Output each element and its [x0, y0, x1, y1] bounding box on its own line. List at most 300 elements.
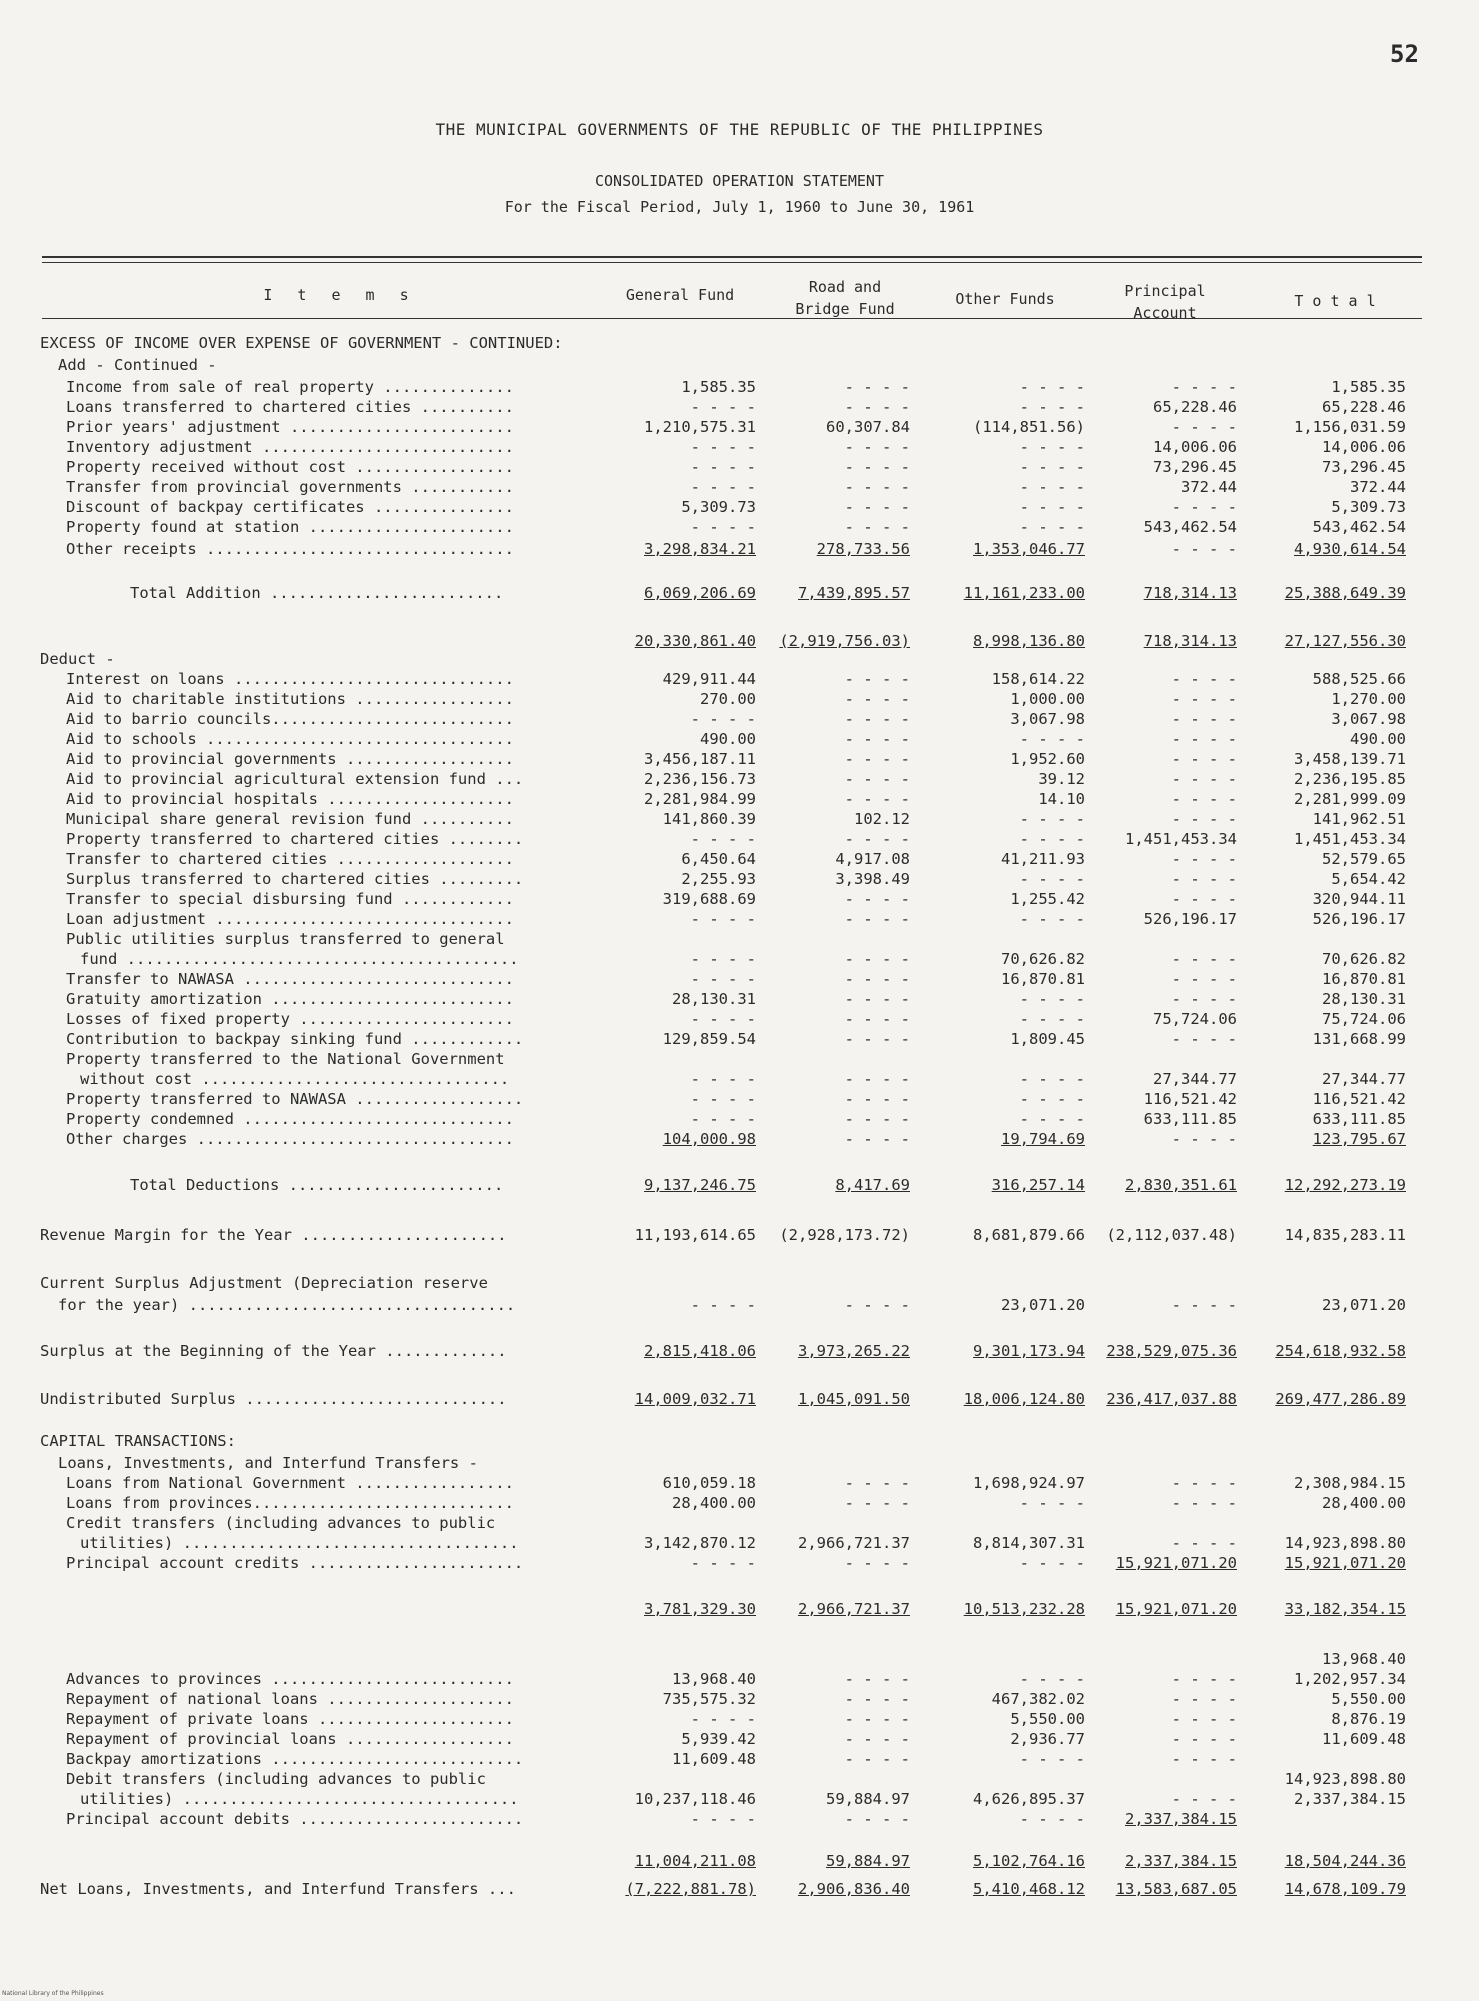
cell-principal-account: - - - - — [1171, 670, 1237, 688]
cell-principal-account: 543,462.54 — [1143, 518, 1237, 536]
row-label: Current Surplus Adjustment (Depreciation reserve — [40, 1274, 488, 1292]
row-label: Deduct - — [40, 650, 115, 668]
cell-principal-account: - - - - — [1171, 990, 1237, 1008]
table-row — [0, 334, 1479, 354]
cell-other-funds: - - - - — [1019, 458, 1085, 476]
cell-total: 65,228.46 — [1322, 398, 1406, 416]
cell-total: 5,550.00 — [1331, 1690, 1406, 1708]
row-label: Undistributed Surplus ............................ — [40, 1390, 507, 1408]
cell-general-fund: 129,859.54 — [662, 1030, 756, 1048]
cell-principal-account: 526,196.17 — [1143, 910, 1237, 928]
row-label: Loans from provinces............................ — [66, 1494, 514, 1512]
cell-road-bridge-fund: - - - - — [844, 790, 910, 808]
cell-general-fund: 319,688.69 — [662, 890, 756, 908]
cell-general-fund: (7,222,881.78) — [625, 1880, 756, 1898]
cell-general-fund: 5,939.42 — [681, 1730, 756, 1748]
cell-other-funds: - - - - — [1019, 830, 1085, 848]
cell-total: 2,236,195.85 — [1294, 770, 1406, 788]
cell-road-bridge-fund: 7,439,895.57 — [798, 584, 910, 602]
table-row — [0, 1176, 1479, 1196]
table-row — [0, 1130, 1479, 1150]
row-label: Transfer to chartered cities ................... — [66, 850, 514, 868]
row-label: Inventory adjustment ........................... — [66, 438, 514, 456]
cell-road-bridge-fund: - - - - — [844, 1750, 910, 1768]
cell-principal-account: - - - - — [1171, 1790, 1237, 1808]
cell-general-fund: - - - - — [690, 478, 756, 496]
table-row — [0, 1600, 1479, 1620]
fiscal-period: For the Fiscal Period, July 1, 1960 to June 30, 1961 — [504, 198, 975, 216]
cell-principal-account: (2,112,037.48) — [1106, 1226, 1237, 1244]
cell-other-funds: - - - - — [1019, 1670, 1085, 1688]
cell-road-bridge-fund: - - - - — [844, 1010, 910, 1028]
cell-principal-account: 15,921,071.20 — [1115, 1554, 1237, 1572]
cell-road-bridge-fund: 2,966,721.37 — [798, 1534, 910, 1552]
row-label: Gratuity amortization .......................... — [66, 990, 514, 1008]
cell-road-bridge-fund: - - - - — [844, 890, 910, 908]
cell-other-funds: - - - - — [1019, 810, 1085, 828]
cell-general-fund: 610,059.18 — [662, 1474, 756, 1492]
cell-other-funds: 18,006,124.80 — [963, 1390, 1085, 1408]
cell-principal-account: - - - - — [1171, 1534, 1237, 1552]
table-row — [0, 1514, 1479, 1534]
cell-general-fund: 2,236,156.73 — [644, 770, 756, 788]
cell-road-bridge-fund: - - - - — [844, 750, 910, 768]
row-label: Surplus transferred to chartered cities ......... — [66, 870, 524, 888]
cell-road-bridge-fund: - - - - — [844, 970, 910, 988]
cell-other-funds: 4,626,895.37 — [973, 1790, 1085, 1808]
cell-road-bridge-fund: - - - - — [844, 438, 910, 456]
cell-principal-account: - - - - — [1171, 1690, 1237, 1708]
cell-principal-account: 633,111.85 — [1143, 1110, 1237, 1128]
cell-other-funds: 70,626.82 — [1001, 950, 1085, 968]
table-row — [0, 1090, 1479, 1110]
table-row — [0, 1110, 1479, 1130]
cell-other-funds: - - - - — [1019, 1070, 1085, 1088]
header-total: T o t a l — [1294, 292, 1376, 310]
header-road-bridge-line2: Bridge Fund — [795, 300, 895, 318]
cell-other-funds: 8,814,307.31 — [973, 1534, 1085, 1552]
table-row — [0, 1750, 1479, 1770]
cell-other-funds: 316,257.14 — [991, 1176, 1085, 1194]
cell-general-fund: 13,968.40 — [672, 1670, 756, 1688]
row-label: for the year) ................................... — [58, 1296, 516, 1314]
cell-road-bridge-fund: 4,917.08 — [835, 850, 910, 868]
cell-general-fund: 1,585.35 — [681, 378, 756, 396]
cell-principal-account: 116,521.42 — [1143, 1090, 1237, 1108]
cell-road-bridge-fund: 60,307.84 — [826, 418, 910, 436]
row-label: Loans transferred to chartered cities .......... — [66, 398, 514, 416]
table-row — [0, 1296, 1479, 1316]
cell-principal-account: 1,451,453.34 — [1125, 830, 1237, 848]
cell-other-funds: 1,255.42 — [1010, 890, 1085, 908]
cell-road-bridge-fund: - - - - — [844, 458, 910, 476]
row-label: Discount of backpay certificates ............... — [66, 498, 514, 516]
row-label: Repayment of private loans ..................... — [66, 1710, 514, 1728]
table-row — [0, 1554, 1479, 1574]
cell-other-funds: - - - - — [1019, 870, 1085, 888]
cell-total: 1,451,453.34 — [1294, 830, 1406, 848]
cell-other-funds: 9,301,173.94 — [973, 1342, 1085, 1360]
cell-general-fund: 6,069,206.69 — [644, 584, 756, 602]
cell-general-fund: 10,237,118.46 — [634, 1790, 756, 1808]
cell-total: 14,923,898.80 — [1284, 1534, 1406, 1552]
cell-other-funds: 19,794.69 — [1001, 1130, 1085, 1148]
cell-principal-account: - - - - — [1171, 1030, 1237, 1048]
row-label: Property transferred to chartered cities ........ — [66, 830, 524, 848]
cell-general-fund: 11,004,211.08 — [634, 1852, 756, 1870]
cell-principal-account: - - - - — [1171, 970, 1237, 988]
cell-road-bridge-fund: - - - - — [844, 1710, 910, 1728]
cell-total: 28,400.00 — [1322, 1494, 1406, 1512]
row-label: Income from sale of real property .............. — [66, 378, 514, 396]
table-row — [0, 1390, 1479, 1410]
table-row — [0, 398, 1479, 418]
cell-road-bridge-fund: 3,398.49 — [835, 870, 910, 888]
cell-other-funds: 2,936.77 — [1010, 1730, 1085, 1748]
cell-principal-account: - - - - — [1171, 1494, 1237, 1512]
cell-principal-account: - - - - — [1171, 540, 1237, 558]
table-row — [0, 1342, 1479, 1362]
cell-total: 11,609.48 — [1322, 1730, 1406, 1748]
page-number: 52 — [1390, 40, 1419, 68]
row-label: Add - Continued - — [58, 356, 217, 374]
cell-total: 116,521.42 — [1312, 1090, 1406, 1108]
row-label: Transfer to NAWASA ............................. — [66, 970, 514, 988]
table-row — [0, 1650, 1479, 1670]
table-row — [0, 1852, 1479, 1872]
cell-total: 5,309.73 — [1331, 498, 1406, 516]
cell-general-fund: 9,137,246.75 — [644, 1176, 756, 1194]
table-row — [0, 1274, 1479, 1294]
cell-total: 13,968.40 — [1322, 1650, 1406, 1668]
cell-general-fund: 2,815,418.06 — [644, 1342, 756, 1360]
cell-principal-account: - - - - — [1171, 730, 1237, 748]
cell-total: 3,067.98 — [1331, 710, 1406, 728]
table-row — [0, 1494, 1479, 1514]
cell-general-fund: 2,255.93 — [681, 870, 756, 888]
cell-other-funds: 41,211.93 — [1001, 850, 1085, 868]
table-row — [0, 830, 1479, 850]
cell-road-bridge-fund: 102.12 — [854, 810, 910, 828]
cell-total: 1,270.00 — [1331, 690, 1406, 708]
cell-total: 269,477,286.89 — [1275, 1390, 1406, 1408]
table-row — [0, 438, 1479, 458]
cell-road-bridge-fund: 2,906,836.40 — [798, 1880, 910, 1898]
cell-general-fund: 28,400.00 — [672, 1494, 756, 1512]
cell-total: 12,292,273.19 — [1284, 1176, 1406, 1194]
cell-general-fund: 3,142,870.12 — [644, 1534, 756, 1552]
row-label: Property received without cost ................. — [66, 458, 514, 476]
cell-general-fund: - - - - — [690, 1070, 756, 1088]
table-row — [0, 870, 1479, 890]
cell-road-bridge-fund: (2,928,173.72) — [779, 1226, 910, 1244]
cell-road-bridge-fund: - - - - — [844, 378, 910, 396]
row-label: EXCESS OF INCOME OVER EXPENSE OF GOVERNMENT - CONTINUED: — [40, 334, 563, 352]
cell-principal-account: - - - - — [1171, 710, 1237, 728]
cell-road-bridge-fund: 3,973,265.22 — [798, 1342, 910, 1360]
table-row — [0, 1010, 1479, 1030]
cell-road-bridge-fund: - - - - — [844, 910, 910, 928]
cell-principal-account: 2,830,351.61 — [1125, 1176, 1237, 1194]
cell-total: 25,388,649.39 — [1284, 584, 1406, 602]
cell-other-funds: 11,161,233.00 — [963, 584, 1085, 602]
row-label: Aid to provincial agricultural extension fund ... — [66, 770, 524, 788]
cell-general-fund: 3,298,834.21 — [644, 540, 756, 558]
cell-road-bridge-fund: - - - - — [844, 1494, 910, 1512]
cell-total: 3,458,139.71 — [1294, 750, 1406, 768]
table-row — [0, 810, 1479, 830]
row-label: Property transferred to NAWASA .................. — [66, 1090, 524, 1108]
table-row — [0, 1030, 1479, 1050]
cell-general-fund: 141,860.39 — [662, 810, 756, 828]
row-label: Property found at station ...................... — [66, 518, 514, 536]
row-label: CAPITAL TRANSACTIONS: — [40, 1432, 236, 1450]
cell-total: 75,724.06 — [1322, 1010, 1406, 1028]
cell-road-bridge-fund: - - - - — [844, 1030, 910, 1048]
table-row — [0, 1534, 1479, 1554]
cell-total: 14,835,283.11 — [1284, 1226, 1406, 1244]
cell-other-funds: 467,382.02 — [991, 1690, 1085, 1708]
table-row — [0, 1454, 1479, 1474]
cell-general-fund: 1,210,575.31 — [644, 418, 756, 436]
table-row — [0, 1730, 1479, 1750]
cell-principal-account: 238,529,075.36 — [1106, 1342, 1237, 1360]
cell-general-fund: 11,193,614.65 — [634, 1226, 756, 1244]
cell-road-bridge-fund: - - - - — [844, 1296, 910, 1314]
row-label: without cost ................................. — [80, 1070, 510, 1088]
cell-general-fund: 3,781,329.30 — [644, 1600, 756, 1618]
table-row — [0, 458, 1479, 478]
cell-total: 2,308,984.15 — [1294, 1474, 1406, 1492]
row-label: Surplus at the Beginning of the Year ............. — [40, 1342, 507, 1360]
page-title: THE MUNICIPAL GOVERNMENTS OF THE REPUBLIC OF THE PHILIPPINES — [435, 120, 1044, 139]
table-row — [0, 1690, 1479, 1710]
cell-total: 131,668.99 — [1312, 1030, 1406, 1048]
cell-other-funds: 14.10 — [1038, 790, 1085, 808]
row-label: Backpay amortizations ........................... — [66, 1750, 524, 1768]
row-label: Other charges .................................. — [66, 1130, 514, 1148]
table-row — [0, 970, 1479, 990]
cell-road-bridge-fund: - - - - — [844, 1554, 910, 1572]
cell-other-funds: 5,550.00 — [1010, 1710, 1085, 1728]
row-label: Municipal share general revision fund .......... — [66, 810, 514, 828]
cell-road-bridge-fund: - - - - — [844, 1730, 910, 1748]
table-row — [0, 498, 1479, 518]
table-row — [0, 1710, 1479, 1730]
cell-road-bridge-fund: - - - - — [844, 830, 910, 848]
header-items: I t e m s — [263, 286, 417, 304]
cell-general-fund: - - - - — [690, 1810, 756, 1828]
cell-principal-account: - - - - — [1171, 1730, 1237, 1748]
cell-general-fund: 28,130.31 — [672, 990, 756, 1008]
cell-principal-account: 75,724.06 — [1153, 1010, 1237, 1028]
cell-principal-account: - - - - — [1171, 1474, 1237, 1492]
cell-principal-account: 2,337,384.15 — [1125, 1852, 1237, 1870]
cell-other-funds: 39.12 — [1038, 770, 1085, 788]
cell-other-funds: 1,952.60 — [1010, 750, 1085, 768]
cell-other-funds: - - - - — [1019, 910, 1085, 928]
cell-road-bridge-fund: - - - - — [844, 950, 910, 968]
row-label: Aid to schools ................................. — [66, 730, 514, 748]
cell-total: 15,921,071.20 — [1284, 1554, 1406, 1572]
cell-total: 27,127,556.30 — [1284, 632, 1406, 650]
cell-principal-account: - - - - — [1171, 770, 1237, 788]
row-label: Prior years' adjustment ........................ — [66, 418, 514, 436]
cell-other-funds: (114,851.56) — [973, 418, 1085, 436]
cell-general-fund: 3,456,187.11 — [644, 750, 756, 768]
table-row — [0, 770, 1479, 790]
cell-general-fund: - - - - — [690, 518, 756, 536]
cell-road-bridge-fund: - - - - — [844, 398, 910, 416]
cell-principal-account: - - - - — [1171, 790, 1237, 808]
cell-principal-account: - - - - — [1171, 1296, 1237, 1314]
row-label: Contribution to backpay sinking fund ............ — [66, 1030, 524, 1048]
cell-other-funds: 8,681,879.66 — [973, 1226, 1085, 1244]
cell-general-fund: - - - - — [690, 438, 756, 456]
cell-other-funds: - - - - — [1019, 498, 1085, 516]
table-row — [0, 650, 1479, 670]
cell-road-bridge-fund: - - - - — [844, 1690, 910, 1708]
cell-other-funds: 8,998,136.80 — [973, 632, 1085, 650]
cell-road-bridge-fund: - - - - — [844, 770, 910, 788]
cell-other-funds: - - - - — [1019, 378, 1085, 396]
cell-road-bridge-fund: 2,966,721.37 — [798, 1600, 910, 1618]
cell-other-funds: 23,071.20 — [1001, 1296, 1085, 1314]
table-row — [0, 1670, 1479, 1690]
cell-general-fund: - - - - — [690, 910, 756, 928]
cell-principal-account: 65,228.46 — [1153, 398, 1237, 416]
cell-principal-account: 236,417,037.88 — [1106, 1390, 1237, 1408]
cell-road-bridge-fund: 59,884.97 — [826, 1790, 910, 1808]
cell-general-fund: 735,575.32 — [662, 1690, 756, 1708]
cell-other-funds: 16,870.81 — [1001, 970, 1085, 988]
row-label: Debit transfers (including advances to public — [66, 1770, 486, 1788]
row-label: Transfer from provincial governments ........... — [66, 478, 514, 496]
header-principal-line2: Account — [1133, 304, 1197, 322]
statement-subtitle: CONSOLIDATED OPERATION STATEMENT — [595, 172, 884, 190]
table-row — [0, 540, 1479, 560]
cell-total: 73,296.45 — [1322, 458, 1406, 476]
cell-total: 1,585.35 — [1331, 378, 1406, 396]
table-row — [0, 478, 1479, 498]
cell-principal-account: 718,314.13 — [1143, 632, 1237, 650]
cell-other-funds: - - - - — [1019, 478, 1085, 496]
cell-total: 588,525.66 — [1312, 670, 1406, 688]
cell-principal-account: 2,337,384.15 — [1125, 1810, 1237, 1828]
header-general-fund: General Fund — [625, 286, 735, 304]
row-label: Aid to charitable institutions ................. — [66, 690, 514, 708]
table-row — [0, 1432, 1479, 1452]
row-label: Advances to provinces .......................... — [66, 1670, 514, 1688]
row-label: Net Loans, Investments, and Interfund Transfers ... — [40, 1880, 516, 1898]
cell-general-fund: 11,609.48 — [672, 1750, 756, 1768]
cell-road-bridge-fund: - - - - — [844, 498, 910, 516]
row-label: Loans from National Government ................. — [66, 1474, 514, 1492]
cell-other-funds: - - - - — [1019, 990, 1085, 1008]
cell-total: 14,006.06 — [1322, 438, 1406, 456]
cell-total: 14,923,898.80 — [1284, 1770, 1406, 1788]
cell-total: 52,579.65 — [1322, 850, 1406, 868]
cell-principal-account: 73,296.45 — [1153, 458, 1237, 476]
table-row — [0, 850, 1479, 870]
cell-general-fund: 5,309.73 — [681, 498, 756, 516]
table-row — [0, 950, 1479, 970]
cell-other-funds: 1,809.45 — [1010, 1030, 1085, 1048]
cell-general-fund: 490.00 — [700, 730, 756, 748]
cell-principal-account: - - - - — [1171, 1710, 1237, 1728]
row-label: utilities) .................................... — [80, 1534, 519, 1552]
cell-road-bridge-fund: - - - - — [844, 710, 910, 728]
cell-general-fund: 104,000.98 — [662, 1130, 756, 1148]
cell-total: 28,130.31 — [1322, 990, 1406, 1008]
cell-total: 490.00 — [1350, 730, 1406, 748]
table-row — [0, 378, 1479, 398]
cell-other-funds: 1,000.00 — [1010, 690, 1085, 708]
cell-other-funds: - - - - — [1019, 1750, 1085, 1768]
table-row — [0, 910, 1479, 930]
table-row — [0, 584, 1479, 604]
cell-total: 4,930,614.54 — [1294, 540, 1406, 558]
cell-general-fund: - - - - — [690, 970, 756, 988]
cell-principal-account: - - - - — [1171, 1750, 1237, 1768]
cell-other-funds: 1,698,924.97 — [973, 1474, 1085, 1492]
table-row — [0, 930, 1479, 950]
cell-principal-account: 718,314.13 — [1143, 584, 1237, 602]
cell-road-bridge-fund: - - - - — [844, 730, 910, 748]
cell-total: 23,071.20 — [1322, 1296, 1406, 1314]
cell-other-funds: - - - - — [1019, 518, 1085, 536]
cell-general-fund: - - - - — [690, 950, 756, 968]
cell-general-fund: - - - - — [690, 1296, 756, 1314]
cell-principal-account: 14,006.06 — [1153, 438, 1237, 456]
cell-principal-account: - - - - — [1171, 378, 1237, 396]
cell-total: 320,944.11 — [1312, 890, 1406, 908]
table-row — [0, 1070, 1479, 1090]
cell-total: 5,654.42 — [1331, 870, 1406, 888]
cell-other-funds: 5,410,468.12 — [973, 1880, 1085, 1898]
library-footer: National Library of the Philippines — [2, 1990, 104, 1997]
cell-total: 633,111.85 — [1312, 1110, 1406, 1128]
cell-general-fund: - - - - — [690, 710, 756, 728]
table-row — [0, 1810, 1479, 1830]
cell-road-bridge-fund: - - - - — [844, 670, 910, 688]
cell-other-funds: - - - - — [1019, 1810, 1085, 1828]
table-row — [0, 790, 1479, 810]
cell-general-fund: - - - - — [690, 458, 756, 476]
cell-road-bridge-fund: 278,733.56 — [816, 540, 910, 558]
table-row — [0, 690, 1479, 710]
header-principal-line1: Principal — [1124, 282, 1206, 300]
table-row — [0, 730, 1479, 750]
cell-other-funds: - - - - — [1019, 1110, 1085, 1128]
cell-general-fund: 2,281,984.99 — [644, 790, 756, 808]
row-label: Repayment of provincial loans .................. — [66, 1730, 514, 1748]
row-label: Loans, Investments, and Interfund Transfers - — [58, 1454, 478, 1472]
header-top-rule-thin — [42, 262, 1422, 263]
cell-total: 372.44 — [1350, 478, 1406, 496]
cell-principal-account: - - - - — [1171, 870, 1237, 888]
table-row — [0, 710, 1479, 730]
cell-general-fund: - - - - — [690, 1554, 756, 1572]
cell-total: 18,504,244.36 — [1284, 1852, 1406, 1870]
cell-road-bridge-fund: - - - - — [844, 690, 910, 708]
table-row — [0, 1770, 1479, 1790]
table-row — [0, 1474, 1479, 1494]
row-label: Interest on loans .............................. — [66, 670, 514, 688]
cell-total: 254,618,932.58 — [1275, 1342, 1406, 1360]
cell-total: 141,962.51 — [1312, 810, 1406, 828]
header-other-funds: Other Funds — [955, 290, 1055, 308]
